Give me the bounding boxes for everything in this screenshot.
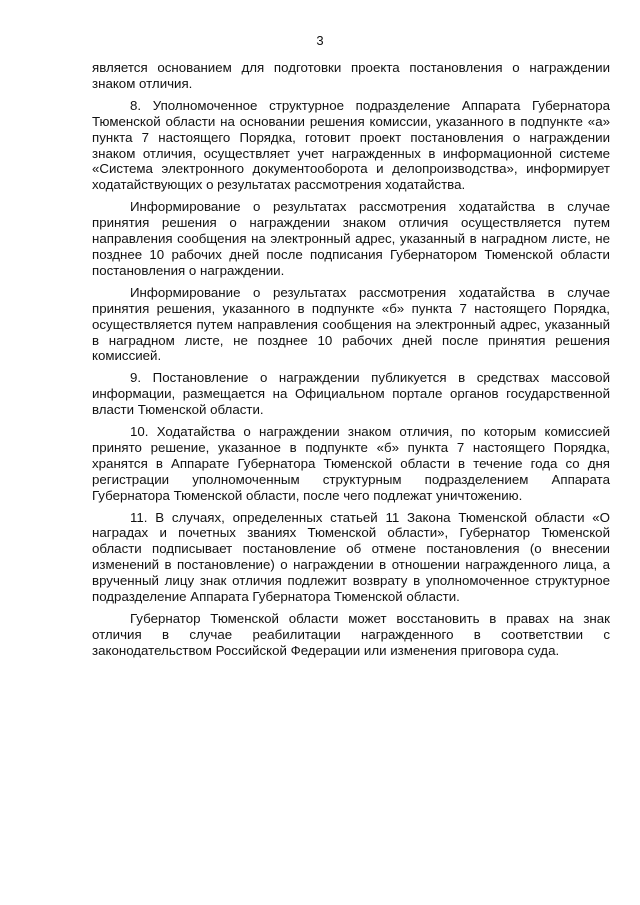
paragraph-continuation: является основанием для подготовки проекта постановления о награждении знаком отличия. <box>92 60 610 91</box>
paragraph-restoration: Губернатор Тюменской области может восстановить в правах на знак отличия в случае реабилитации награжденного в соответствии с законодательством Российской Федерации или изменения приговора суда. <box>92 611 610 658</box>
page-number: 3 <box>316 33 324 48</box>
paragraph-item-10: 10. Ходатайства о награждении знаком отличия, по которым комиссией принято решение, указанное в подпункте «б» пункта 7 настоящего Порядка, хранятся в Аппарате Губернатора Тюменской области в течение года со дня регистрации уполномоченным структурным подразделением Аппарата Губернатора Тюменской области, после чего подлежат уничтожению. <box>92 424 610 503</box>
paragraph-item-11: 11. В случаях, определенных статьей 11 Закона Тюменской области «О наградах и почетных званиях Тюменской области», Губернатор Тюменской области подписывает постановление об отмене постановления (о внесении изменений в постановление) о награждении в отношении награжденного лица, а врученный лицу знак отличия подлежит возврату в уполномоченное структурное подразделение Аппарата Губернатора Тюменской области. <box>92 509 610 605</box>
paragraph-informing-award: Информирование о результатах рассмотрения ходатайства в случае принятия решения о награждении знаком отличия осуществляется путем направления сообщения на электронный адрес, указанный в наградном листе, не позднее 10 рабочих дней после подписания Губернатором Тюменской области постановления о награждении. <box>92 199 610 278</box>
document-body <box>92 60 610 665</box>
paragraph-item-9: 9. Постановление о награждении публикуется в средствах массовой информации, размещается на Официальном портале органов государственной власти Тюменской области. <box>92 370 610 418</box>
paragraph-item-8: 8. Уполномоченное структурное подразделение Аппарата Губернатора Тюменской области на основании решения комиссии, указанного в подпункте «а» пункта 7 настоящего Порядка, готовит проект постановления о награждении знаком отличия, осуществляет учет награжденных в информационной системе «Система электронного документооборота и делопроизводства», информирует ходатайствующих о результатах рассмотрения ходатайства. <box>92 97 610 193</box>
paragraph-informing-decision: Информирование о результатах рассмотрения ходатайства в случае принятия решения, указанного в подпункте «б» пункта 7 настоящего Порядка, осуществляется путем направления сообщения на электронный адрес, указанный в наградном листе, не позднее 10 рабочих дней после принятия решения комиссией. <box>92 284 610 364</box>
